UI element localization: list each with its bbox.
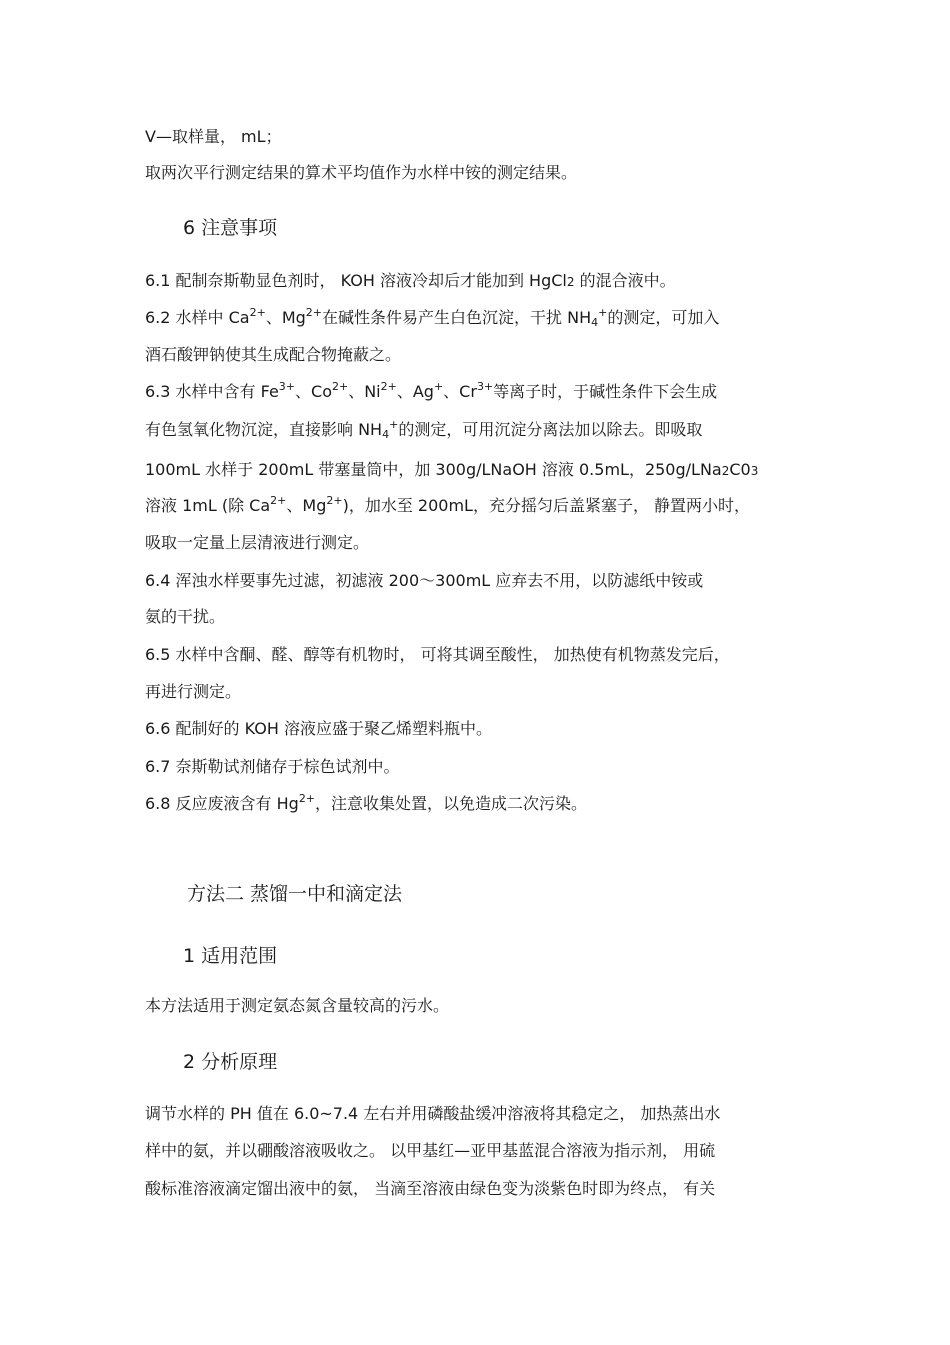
text-line: 氨的干扰。 [145,607,226,626]
text-line: 酒石酸钾钠使其生成配合物掩蔽之。 [145,345,402,364]
note-6-7: 6.7 奈斯勒试剂储存于棕色试剂中。 [145,757,400,776]
note-6-5: 6.5 水样中含酮、醛、醇等有机物时， 可将其调至酸性， 加热使有机物蒸发完后， [145,645,730,664]
text-line: 吸取一定量上层清液进行测定。 [145,533,370,552]
text-line: V—取样量， mL； [145,127,282,146]
text-line: 再进行测定。 [145,682,242,701]
note-6-4: 6.4 浑浊水样要事先过滤，初滤液 200～300mL 应弃去不用，以防滤纸中铵或 [145,571,704,590]
section-heading-2: 2 分析原理 [183,1051,278,1073]
text-line: 取两次平行测定结果的算术平均值作为水样中铵的测定结果。 [145,163,578,182]
note-6-1: 6.1 配制奈斯勒显色剂时， KOH 溶液冷却后才能加到 HgCl2 的混合液中。 [145,271,676,290]
text-line: 100mL 水样于 200mL 带塞量筒中，加 300g/LNaOH 溶液 0.5mL，250g/LNa2C03 [145,460,759,479]
principle-line: 调节水样的 PH 值在 6.0~7.4 左右并用磷酸盐缓冲溶液将其稳定之， 加热蒸出水 [145,1104,721,1123]
method-two-heading: 方法二 蒸馏一中和滴定法 [187,883,403,905]
section-heading-6: 6 注意事项 [183,217,278,239]
principle-line: 酸标准溶液滴定馏出液中的氨， 当滴至溶液由绿色变为淡紫色时即为终点， 有关 [145,1179,716,1198]
note-6-8: 6.8 反应废液含有 $Hg^{2+}$，注意收集处置，以免造成二次污染。 [145,792,588,813]
note-6-6: 6.6 配制好的 KOH 溶液应盛于聚乙烯塑料瓶中。 [145,719,492,738]
principle-line: 样中的氨，并以硼酸溶液吸收之。 以甲基红—亚甲基蓝混合溶液为指示剂， 用硫 [145,1141,716,1160]
note-6-2: 6.2 水样中 $Ca^{2+}$、$Mg^{2+}$在碱性条件易产生白色沉淀，干扰 $NH_4^+$的测定，可加入 [145,306,720,329]
note-6-3: 6.3 水样中含有 $Fe^{3+}$、$Co^{2+}$、$Ni^{2+}$、Ag+、$Cr^{3+}$等离子时，于碱性条件下会生成 [145,380,718,401]
text-line: 溶液 1mL (除 $Ca^{2+}$、$Mg^{2+}$)，加水至 200mL，充分摇匀后盖紧塞子， 静置两小时， [145,494,751,515]
text-line: 有色氢氧化物沉淀，直接影响 $NH_4^+$的测定，可用沉淀分离法加以除去。即吸取 [145,418,703,441]
scope-text: 本方法适用于测定氨态氮含量较高的污水。 [145,996,450,1015]
section-heading-1: 1 适用范围 [183,945,278,967]
